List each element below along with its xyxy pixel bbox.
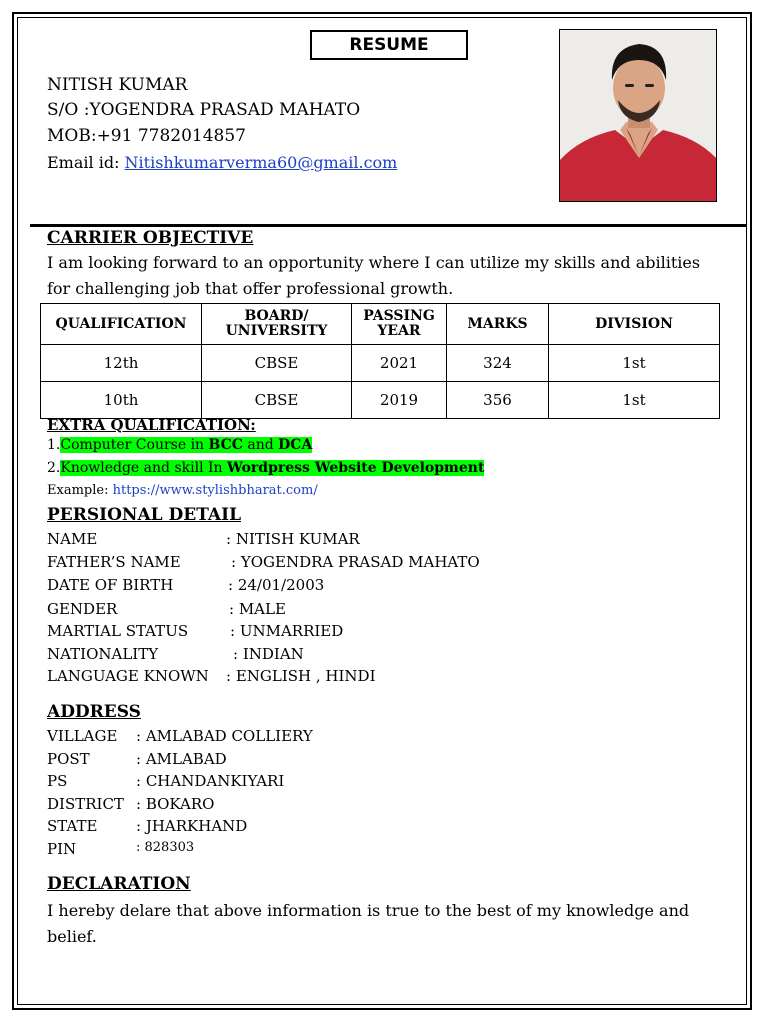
header-marks: MARKS [447,304,549,345]
candidate-name: NITISH KUMAR [47,75,188,95]
header-division: DIVISION [549,304,720,345]
cell-qualification: 12th [41,345,202,382]
header-passing-year: PASSING YEAR [352,304,447,345]
cell-division: 1st [549,345,720,382]
example-line: Example: https://www.stylishbharat.com/ [47,483,318,498]
cell-year: 2021 [352,345,447,382]
education-table [40,303,720,419]
cell-qualification: 10th [41,382,202,419]
header-qualification: QUALIFICATION [41,304,202,345]
objective-line-2: for challenging job that offer professional growth. [47,279,454,298]
cell-marks: 356 [447,382,549,419]
email-label: Email id: [47,153,125,172]
extra-qualification-title: EXTRA QUALIFICATION: [47,416,256,434]
email-link[interactable]: Nitishkumarverma60@gmail.com [124,153,398,172]
cell-marks: 324 [447,345,549,382]
header-board: BOARD/ UNIVERSITY [202,304,352,345]
table-row [41,345,720,382]
personal-detail-title: PERSIONAL DETAIL [47,505,242,525]
header-divider [30,224,746,227]
parent-name: S/O :YOGENDRA PRASAD MAHATO [47,100,361,120]
declaration-line-1: I hereby delare that above information is true to the best of my knowledge and [47,901,690,920]
cell-division: 1st [549,382,720,419]
example-link[interactable]: https://www.stylishbharat.com/ [112,483,318,498]
table-row [41,382,720,419]
objective-title: CARRIER OBJECTIVE [47,228,254,248]
resume-title: RESUME [310,30,468,60]
education-header-row [41,304,720,345]
email-line [47,153,397,172]
cell-board: CBSE [202,345,352,382]
declaration-title: DECLARATION [47,874,191,894]
mobile-number: MOB:+91 7782014857 [47,126,247,146]
person-photo-icon [560,30,717,202]
declaration-line-2: belief. [47,927,97,946]
cell-year: 2019 [352,382,447,419]
address-title: ADDRESS [47,702,141,722]
profile-photo [559,29,717,202]
extra-item-1: 1.Computer Course in BCC and DCA [47,437,313,453]
extra-item-2: 2.Knowledge and skill In Wordpress Website Development [47,460,485,476]
objective-line-1: I am looking forward to an opportunity where I can utilize my skills and abilities [47,253,701,272]
cell-board: CBSE [202,382,352,419]
